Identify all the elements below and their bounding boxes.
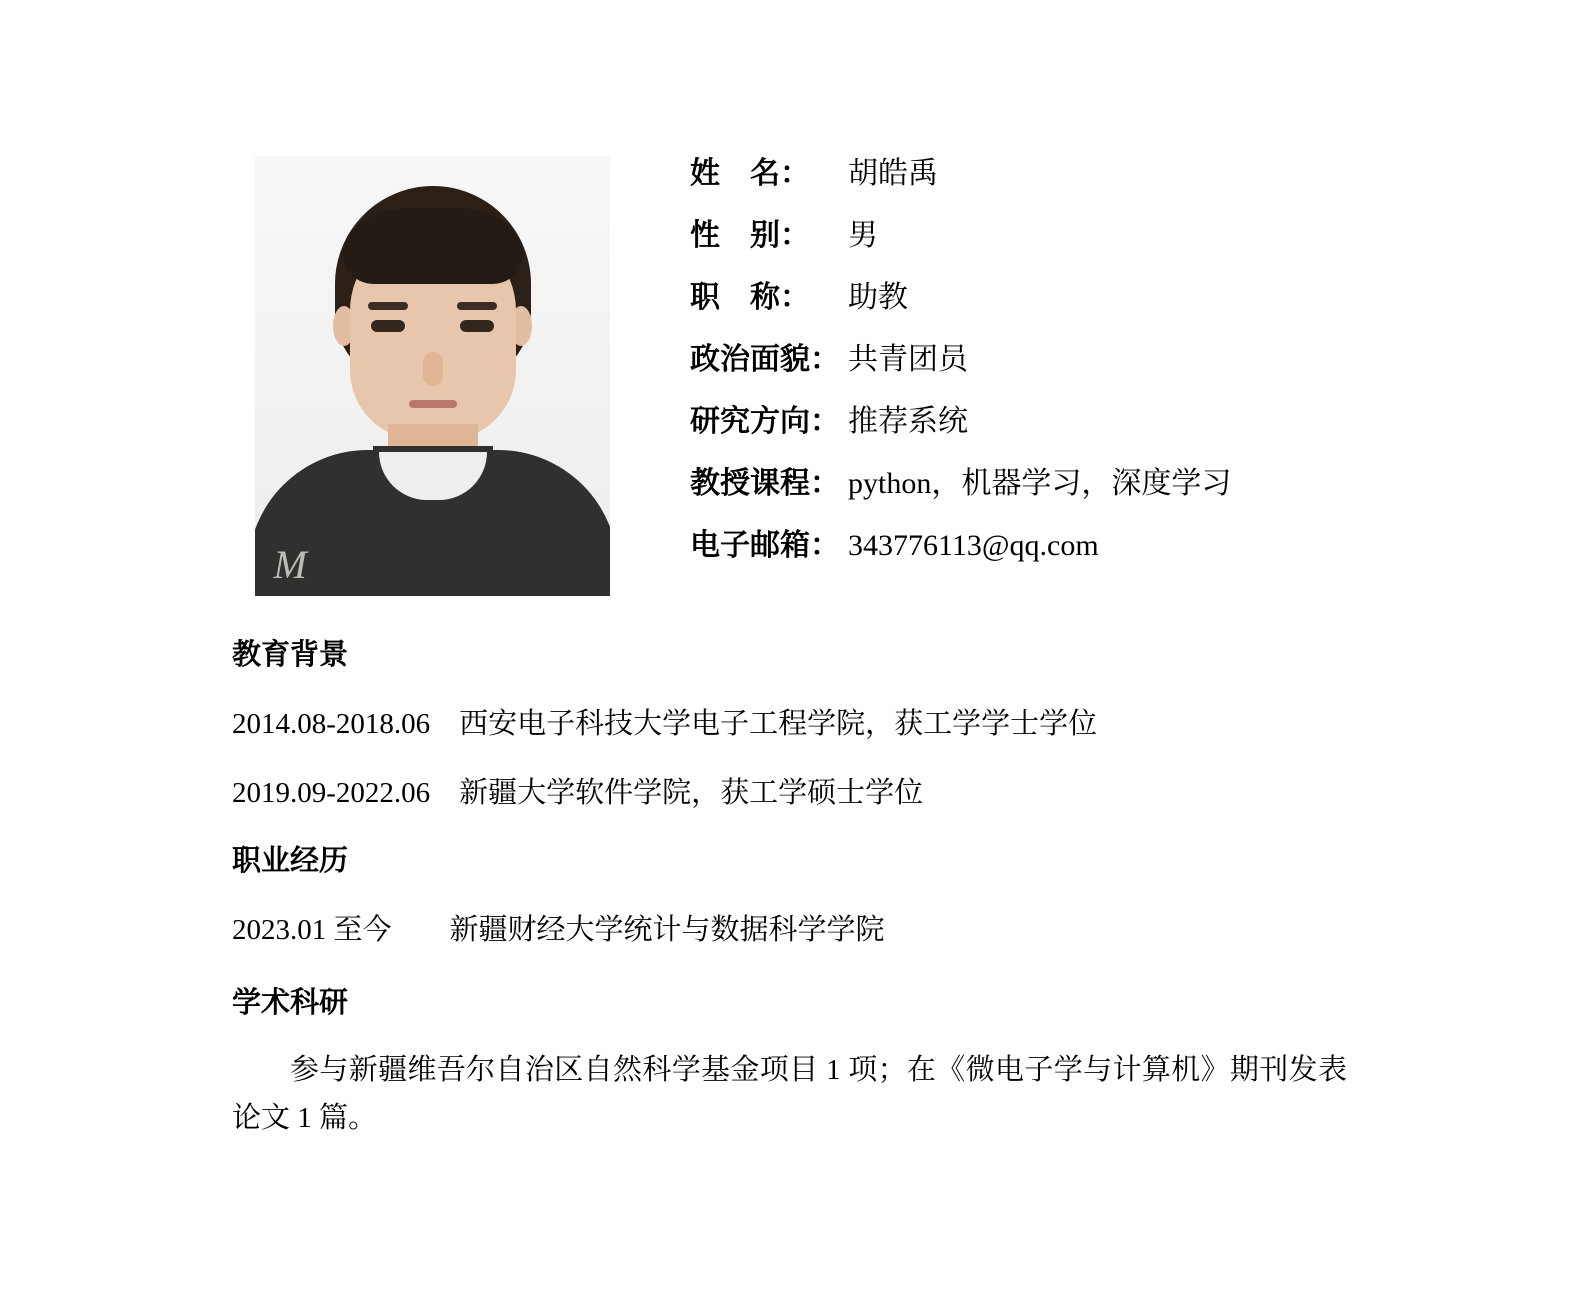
shirt-print: M — [273, 542, 307, 587]
section-education — [0, 632, 1587, 811]
portrait-photo — [255, 156, 610, 596]
field-value-title: 助教 — [848, 281, 908, 314]
field-row-gender — [690, 210, 1510, 272]
field-row-courses — [690, 458, 1510, 520]
field-value-courses: python，机器学习，深度学习 — [848, 467, 1232, 500]
field-label-name: 姓 名： — [690, 157, 810, 190]
field-value-email: 343776113@qq.com — [848, 529, 1099, 562]
field-value-research-direction: 推荐系统 — [848, 405, 968, 438]
field-row-political-status — [690, 334, 1510, 396]
mouth-shape — [409, 400, 457, 408]
education-entry: 2019.09-2022.06 新疆大学软件学院，获工学硕士学位 — [232, 777, 924, 809]
field-value-name: 胡皓禹 — [848, 157, 938, 190]
field-label-gender: 性 别： — [690, 219, 810, 252]
field-label-courses: 教授课程： — [690, 467, 840, 500]
section-research — [0, 980, 1587, 1143]
section-title-education: 教育背景 — [232, 639, 349, 671]
field-label-research-direction: 研究方向： — [690, 405, 840, 438]
eyebrow-right-shape — [457, 302, 497, 310]
education-entry: 2014.08-2018.06 西安电子科技大学电子工程学院，获工学学士学位 — [232, 708, 1098, 740]
field-row-research-direction — [690, 396, 1510, 458]
eye-right-shape — [460, 320, 494, 332]
field-row-title — [690, 272, 1510, 334]
field-value-gender: 男 — [848, 219, 878, 252]
field-label-email: 电子邮箱： — [690, 529, 840, 562]
section-title-research: 学术科研 — [232, 987, 349, 1019]
fringe-shape — [343, 208, 523, 284]
field-row-name — [690, 148, 1510, 210]
field-label-title: 职 称： — [690, 281, 810, 314]
section-title-career: 职业经历 — [232, 845, 349, 877]
section-career — [0, 838, 1587, 948]
field-row-email — [690, 520, 1510, 582]
nose-shape — [423, 352, 443, 386]
profile-fields — [690, 148, 1510, 582]
eyebrow-left-shape — [368, 302, 408, 310]
research-paragraph: 参与新疆维吾尔自治区自然科学基金项目 1 项；在《微电子学与计算机》期刊发表论文 1 篇。 — [232, 1054, 1347, 1134]
field-label-political-status: 政治面貌： — [690, 343, 840, 376]
career-entry: 2023.01 至今 新疆财经大学统计与数据科学学院 — [232, 914, 885, 946]
profile-header — [0, 148, 1587, 618]
eye-left-shape — [371, 320, 405, 332]
field-value-political-status: 共青团员 — [848, 343, 968, 376]
portrait-illustration — [255, 156, 610, 596]
